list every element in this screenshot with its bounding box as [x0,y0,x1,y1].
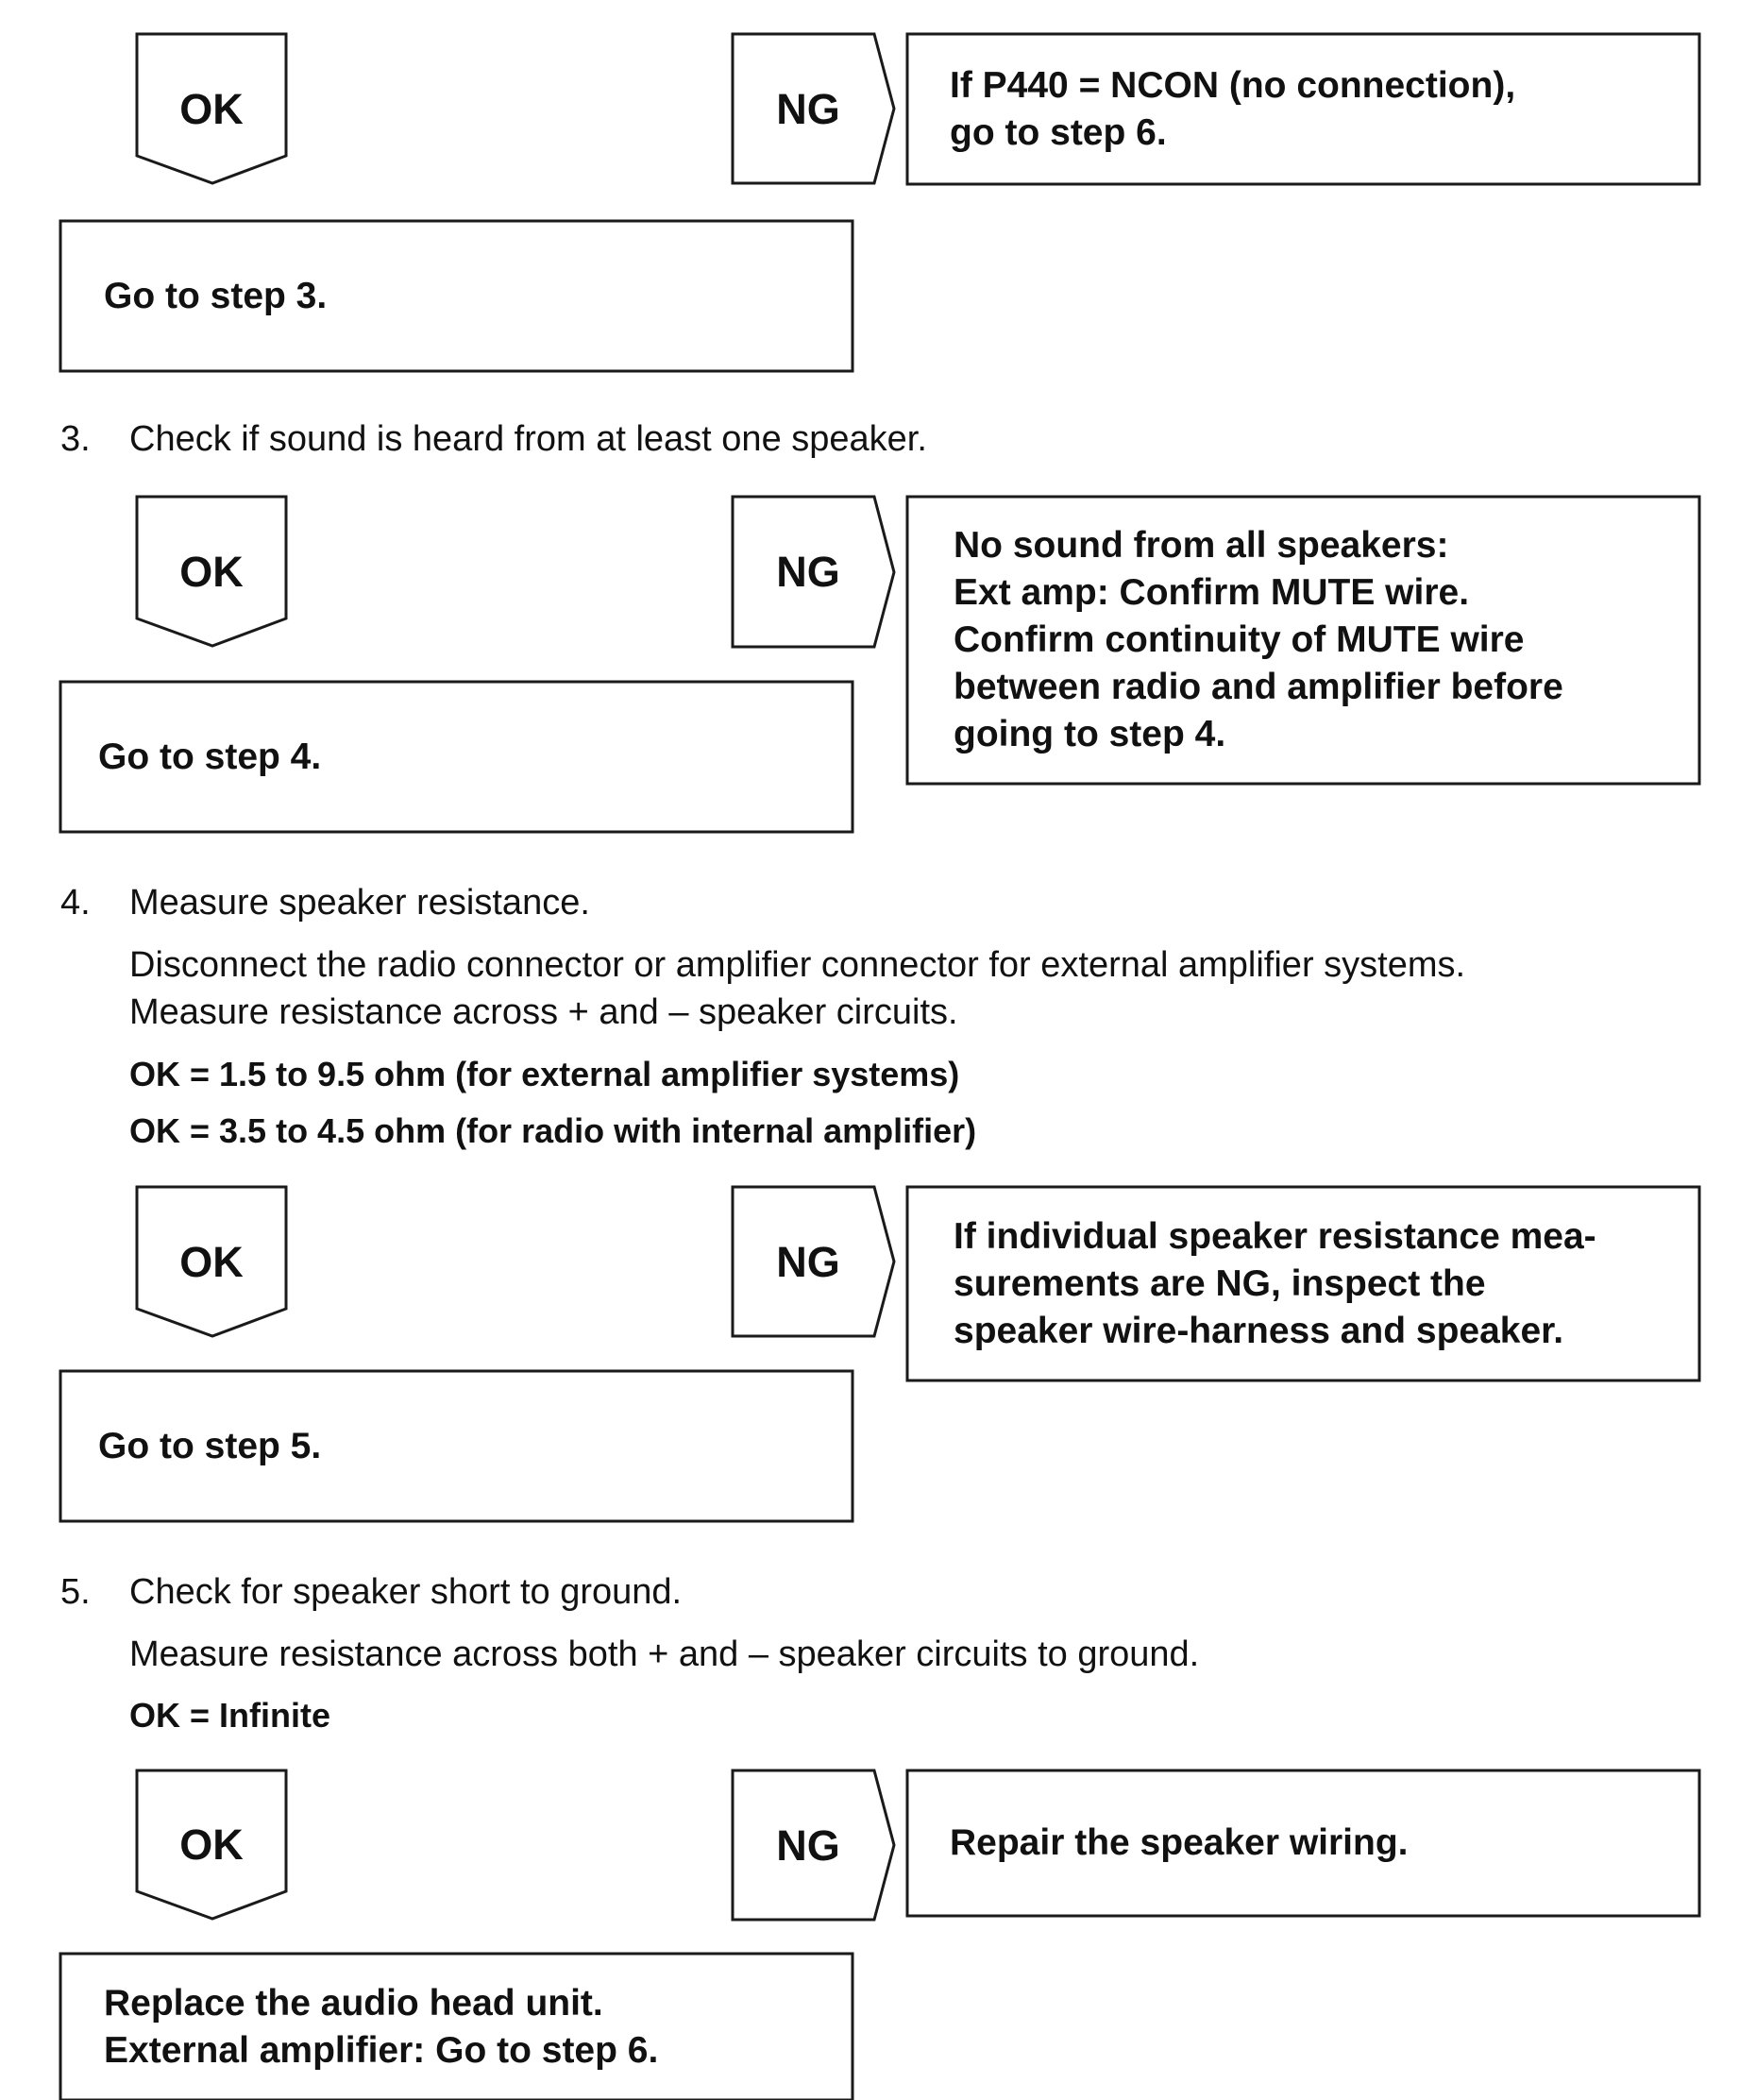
step-title: Check if sound is heard from at least one speaker. [129,419,927,459]
ok-spec: OK = Infinite [129,1696,331,1735]
step-number: 5. [60,1572,91,1612]
ng-label: NG [776,1821,840,1870]
ok-label: OK [179,1821,244,1869]
step-title: Measure speaker resistance. [129,883,590,923]
ng-result-text: If P440 = NCON (no connection), go to step 6. [950,64,1516,153]
ng-result-text: No sound from all speakers: Ext amp: Confirm MUTE wire. Confirm continuity of MUTE wire between radio and amplifier before going to step 4. [954,525,1563,754]
step-number: 3. [60,419,91,459]
ok-result-text: Go to step 3. [104,275,328,316]
step-instructions: Disconnect the radio connector or amplifier connector for external amplifier systems. Measure resistance across + and – speaker circuits. [129,945,1466,1032]
step-instructions: Measure resistance across both + and – speaker circuits to ground. [129,1634,1200,1674]
ng-label: NG [776,1237,840,1286]
ok-label: OK [179,1237,244,1286]
ok-result-text: Go to step 4. [98,736,322,777]
ng-label: NG [776,548,840,596]
ng-result-text: If individual speaker resistance mea- surements are NG, inspect the speaker wire-harness and speaker. [954,1215,1596,1351]
ok-spec: OK = 1.5 to 9.5 ohm (for external amplifier systems) [129,1055,960,1093]
step-title: Check for speaker short to ground. [129,1572,683,1612]
ok-spec: OK = 3.5 to 4.5 ohm (for radio with internal amplifier) [129,1111,977,1150]
ok-result-text: Go to step 5. [98,1425,322,1466]
ok-result-text: Replace the audio head unit. External amplifier: Go to step 6. [104,1982,659,2071]
ok-label: OK [179,547,244,596]
ng-result-text: Repair the speaker wiring. [950,1822,1409,1863]
ok-label: OK [179,84,244,133]
step-number: 4. [60,883,91,923]
ng-label: NG [776,84,840,133]
